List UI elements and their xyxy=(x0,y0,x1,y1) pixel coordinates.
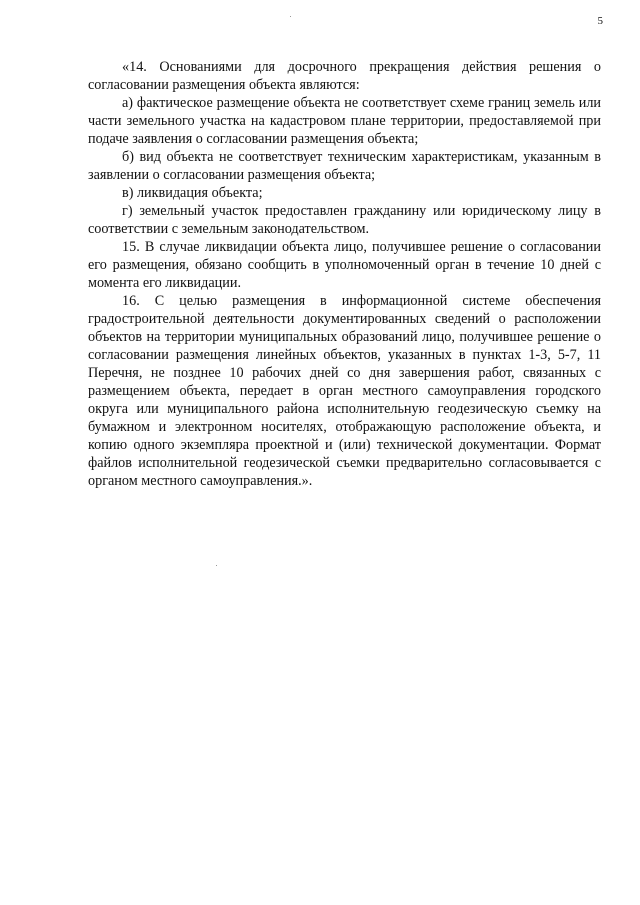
page-number: 5 xyxy=(597,15,603,27)
scan-speck-middle xyxy=(216,565,217,566)
paragraph-14-c: в) ликвидация объекта; xyxy=(122,185,263,201)
paragraph-14-intro: «14. Основаниями для досрочного прекращения действия решения о согласовании размещения объекта являются: xyxy=(88,59,601,93)
paragraph-14-d: г) земельный участок предоставлен гражданину или юридическому лицу в соответствии с земельным законодательством. xyxy=(88,203,601,237)
paragraph-14-b: б) вид объекта не соответствует техническим характеристикам, указанным в заявлении о согласовании размещения объекта; xyxy=(88,149,601,183)
paragraph-14-a: а) фактическое размещение объекта не соответствует схеме границ земель или части земельного участка на кадастровом плане территории, предоставляемой при подаче заявления о согласовании размещения объекта; xyxy=(88,95,601,147)
document-body xyxy=(88,58,601,490)
paragraph-15: 15. В случае ликвидации объекта лицо, получившее решение о согласовании его размещения, обязано сообщить в уполномоченный орган в течение 10 дней с момента его ликвидации. xyxy=(88,239,601,291)
paragraph-16: 16. С целью размещения в информационной системе обеспечения градостроительной деятельности документированных сведений о расположении объектов на территории муниципальных образований лицо, получившее решение о согласовании размещения линейных объектов, указанных в пунктах 1-3, 5-7, 11 Перечня, не позднее 10 рабочих дней со дня завершения работ, связанных с размещением объекта, передает в орган местного самоуправления городского округа или муниципального района исполнительную геодезическую съемку на бумажном и электронном носителях, отображающую расположение объекта, и копию одного экземпляра проектной и (или) технической документации. Формат файлов исполнительной геодезической съемки предварительно согласовывается с органом местного самоуправления.». xyxy=(88,293,601,489)
scan-speck-top xyxy=(290,16,291,17)
